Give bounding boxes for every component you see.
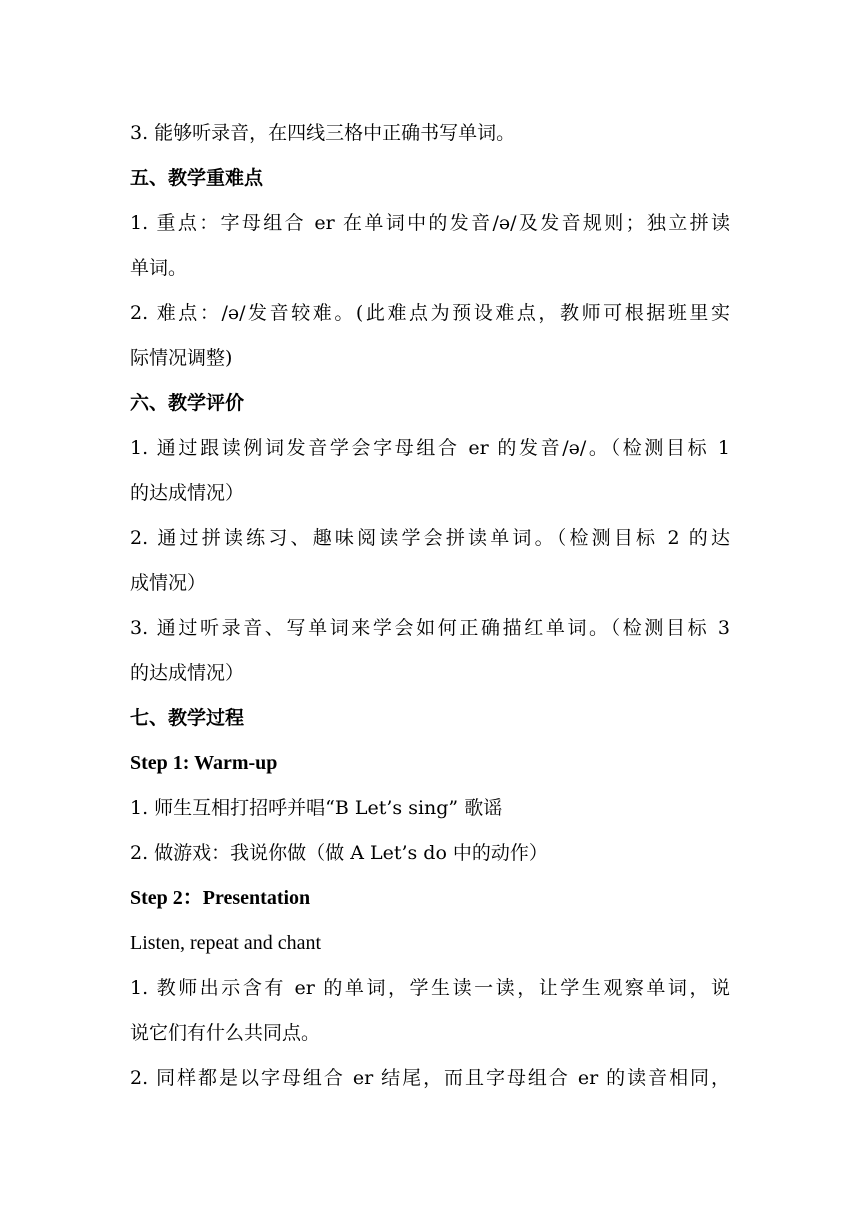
evaluation-2-line-1: 2. 通过拼读练习、趣味阅读学会拼读单词。（检测目标 2 的达	[130, 527, 730, 549]
presentation-item-2-line-1: 2. 同样都是以字母组合 er 结尾，而且字母组合 er 的读音相同，	[130, 1067, 730, 1089]
evaluation-3-line-1: 3. 通过听录音、写单词来学会如何正确描红单词。（检测目标 3	[130, 617, 730, 639]
key-point-text-line-1: 1. 重点：字母组合 er 在单词中的发音/ə/及发音规则；独立拼读	[130, 212, 730, 234]
warmup-item-2: 2. 做游戏：我说你做（做 A Let’s do 中的动作）	[130, 842, 548, 864]
section-heading-teaching-process: 七、教学过程	[130, 707, 245, 729]
difficult-point-text-line-1: 2. 难点：/ə/发音较难。(此难点为预设难点，教师可根据班里实	[130, 302, 730, 324]
step-2-heading: Step 2：Presentation	[130, 887, 311, 909]
objective-3-text: 3. 能够听录音，在四线三格中正确书写单词。	[130, 122, 516, 144]
key-point-text-line-2: 单词。	[130, 257, 188, 279]
evaluation-1-line-1: 1. 通过跟读例词发音学会字母组合 er 的发音/ə/。（检测目标 1	[130, 437, 730, 459]
presentation-subtitle: Listen, repeat and chant	[130, 932, 322, 954]
section-heading-key-difficult-points: 五、教学重难点	[130, 167, 264, 189]
presentation-item-1-line-1: 1. 教师出示含有 er 的单词，学生读一读，让学生观察单词，说	[130, 977, 730, 999]
evaluation-1-line-2: 的达成情况）	[130, 482, 245, 504]
step-1-heading: Step 1: Warm-up	[130, 752, 278, 774]
evaluation-2-line-2: 成情况）	[130, 572, 207, 594]
section-heading-evaluation: 六、教学评价	[130, 392, 245, 414]
document-page	[130, 111, 730, 1101]
presentation-item-1-line-2: 说它们有什么共同点。	[130, 1022, 321, 1044]
warmup-item-1: 1. 师生互相打招呼并唱“B Let’s sing” 歌谣	[130, 797, 503, 819]
difficult-point-text-line-2: 际情况调整)	[130, 347, 233, 369]
evaluation-3-line-2: 的达成情况）	[130, 662, 245, 684]
